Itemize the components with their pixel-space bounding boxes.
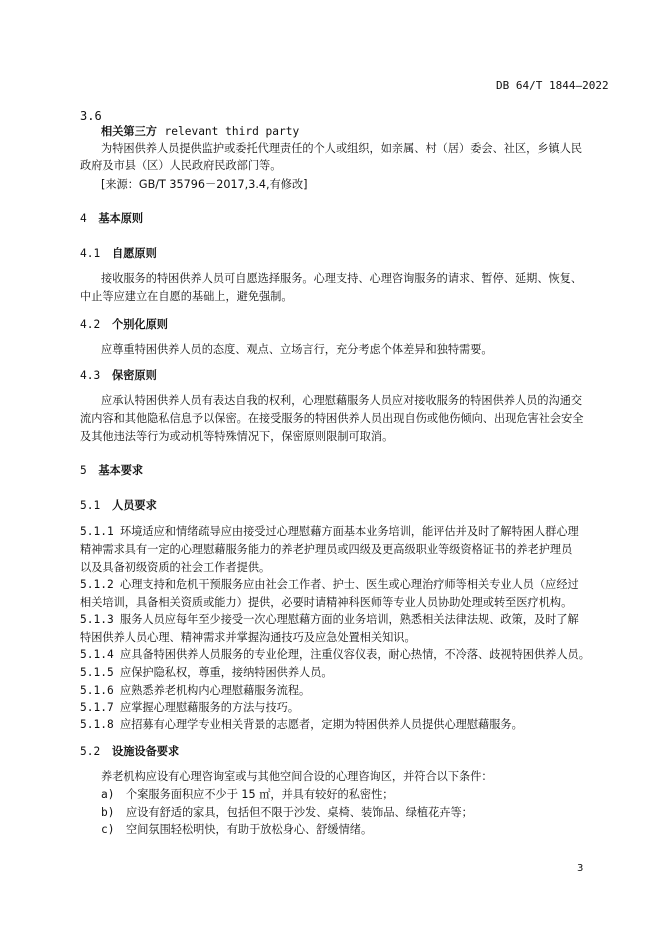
section-title: 自愿原则 — [112, 247, 157, 260]
clause-line — [80, 666, 333, 680]
paragraph-line: 应承认特困供养人员有表达自我的权利，心理慰藉服务人员应对接收服务的特困供养人员的沟通交 — [101, 394, 583, 407]
paragraph-line: 流内容和其他隐私信息予以保密。在接受服务的特困供养人员出现自伤或他伤倾向、出现危害社会安全 — [80, 412, 584, 425]
list-item — [101, 806, 473, 820]
source-note: [来源：GB/T 35796－2017,3.4,有修改] — [101, 178, 308, 191]
section-number: 4.3 — [80, 369, 101, 382]
section-number: 4 — [80, 212, 87, 225]
paragraph-line: 及其他违法等行为或动机等特殊情况下，保密原则限制可取消。 — [80, 430, 394, 443]
clause-line — [80, 718, 523, 732]
section-title: 设施设备要求 — [112, 745, 180, 758]
section-heading — [80, 212, 143, 226]
paragraph-line: 养老机构应设有心理咨询室或与其他空间合设的心理咨询区，并符合以下条件： — [101, 770, 493, 783]
subsection-heading — [80, 318, 168, 332]
term-heading — [101, 125, 299, 139]
clause-line — [80, 701, 299, 715]
clause-number: 5.1.7 — [80, 701, 114, 714]
section-title: 人员要求 — [112, 499, 157, 512]
clause-text: 应招募有心理学专业相关背景的志愿者，定期为特困供养人员提供心理慰藉服务。 — [120, 718, 523, 731]
section-number: 5.1 — [80, 499, 101, 512]
clause-line — [80, 613, 579, 627]
list-item — [101, 788, 393, 802]
section-number: 5.2 — [80, 745, 101, 758]
list-text: 空间氛围轻松明快，有助于放松身心、舒缓情绪。 — [126, 823, 373, 836]
paragraph-line: 应尊重特困供养人员的态度、观点、立场言行，充分考虑个体差异和独特需要。 — [101, 343, 493, 356]
subsection-heading — [80, 247, 157, 261]
clause-text: 应熟悉养老机构内心理慰藉服务流程。 — [120, 684, 311, 697]
clause-line — [80, 648, 590, 662]
list-marker: b) — [101, 806, 115, 819]
subsection-heading — [80, 745, 179, 759]
section-title: 基本原则 — [98, 212, 144, 225]
clause-number: 5.1.5 — [80, 666, 114, 679]
clause-line — [80, 578, 579, 592]
subsection-heading — [80, 499, 157, 513]
term-en: relevant third party — [164, 125, 300, 138]
section-number: 4.2 — [80, 318, 101, 331]
clause-text: 环境适应和情绪疏导应由接受过心理慰藉方面基本业务培训，能评估并及时了解特困人群心理 — [120, 525, 579, 538]
clause-line: 特困供养人员心理、精神需求并掌握沟通技巧及应急处置相关知识。 — [80, 631, 416, 644]
section-number: 5 — [80, 464, 87, 477]
subsection-heading — [80, 369, 157, 383]
section-title: 个别化原则 — [112, 318, 168, 331]
section-title: 基本要求 — [98, 464, 144, 477]
clause-text: 应保护隐私权，尊重，接纳特困供养人员。 — [120, 666, 333, 679]
clause-number: 5.1.6 — [80, 684, 114, 697]
clause-line: 相关培训，具备相关资质或能力）提供，必要时请精神科医师等专业人员协助处理或转至医疗机构。 — [80, 596, 573, 609]
doc-code: DB 64/T 1844—2022 — [496, 79, 609, 92]
section-title: 保密原则 — [112, 369, 157, 382]
paragraph-line: 接收服务的特困供养人员可自愿选择服务。心理支持、心理咨询服务的请求、暂停、延期、恢复、 — [101, 272, 583, 285]
section-heading — [80, 464, 143, 478]
page-number: 3 — [577, 863, 584, 874]
definition-line: 政府及市县（区）人民政府民政部门等。 — [80, 159, 282, 172]
clause-text: 应掌握心理慰藉服务的方法与技巧。 — [120, 701, 300, 714]
definition-line: 为特困供养人员提供监护或委托代理责任的个人或组织，如亲属、村（居）委会、社区，乡镇人民 — [101, 142, 583, 155]
clause-number: 5.1.4 — [80, 648, 114, 661]
list-marker: a) — [101, 788, 115, 801]
section-number: 3.6 — [80, 109, 102, 123]
term-zh: 相关第三方 — [101, 125, 157, 138]
clause-line — [80, 525, 579, 539]
clause-text: 服务人员应每年至少接受一次心理慰藉方面的业务培训，熟悉相关法律法规、政策，及时了解 — [120, 613, 579, 626]
list-text: 应设有舒适的家具，包括但不限于沙发、桌椅、装饰品、绿植花卉等； — [126, 806, 473, 819]
paragraph-line: 中止等应建立在自愿的基础上，避免强制。 — [80, 290, 293, 303]
clause-line: 精神需求具有一定的心理慰藉服务能力的养老护理员或四级及更高级职业等级资格证书的养老护理员 — [80, 543, 573, 556]
section-number: 4.1 — [80, 247, 101, 260]
clause-number: 5.1.2 — [80, 578, 114, 591]
list-item — [101, 823, 372, 837]
clause-text: 心理支持和危机干预服务应由社会工作者、护士、医生或心理治疗师等相关专业人员（应经过 — [120, 578, 579, 591]
list-text: 个案服务面积应不少于 15 ㎡，并具有较好的私密性； — [126, 788, 394, 801]
clause-number: 5.1.3 — [80, 613, 114, 626]
clause-line — [80, 684, 310, 698]
clause-number: 5.1.8 — [80, 718, 114, 731]
clause-number: 5.1.1 — [80, 525, 114, 538]
list-marker: c) — [101, 823, 115, 836]
clause-line: 以及具备初级资质的社会工作者提供。 — [80, 561, 271, 574]
clause-text: 应具备特困供养人员服务的专业伦理，注重仪容仪表，耐心热情，不冷落、歧视特困供养人员。 — [120, 648, 590, 661]
